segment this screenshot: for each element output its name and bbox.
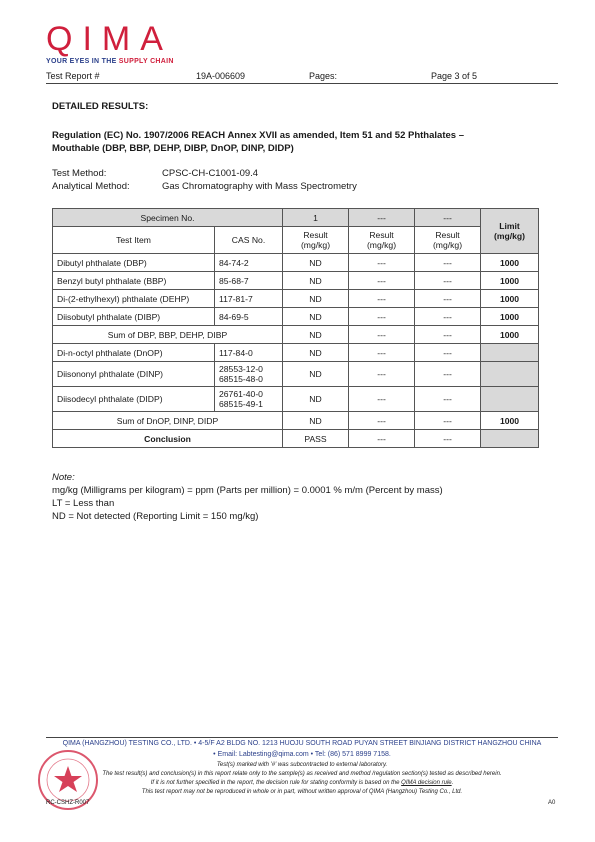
result-1: ND [283, 272, 349, 290]
regulation-line-1: Regulation (EC) No. 1907/2006 REACH Annex XVII as amended, Item 51 and 52 Phthalates – [52, 130, 464, 141]
limit-empty [481, 344, 539, 362]
footer-divider [46, 737, 558, 738]
note-line-3: ND = Not detected (Reporting Limit = 150 mg/kg) [52, 511, 259, 522]
sum-row-2 [53, 412, 539, 430]
analytical-method-label: Analytical Method: [52, 181, 130, 192]
conclusion-label: Conclusion [53, 430, 283, 448]
form-code: RC-CSHZ-R007 [46, 800, 90, 806]
result-label: Result [303, 230, 328, 240]
limit-empty [481, 362, 539, 387]
test-item: Benzyl butyl phthalate (BBP) [53, 272, 215, 290]
table-row [53, 272, 539, 290]
result-2: --- [349, 254, 415, 272]
decision-period: . [451, 780, 454, 786]
footer-reproduction-note: This test report may not be reproduced in whole or in part, without written approval of QIMA (Hangzhou) Testing Co., Ltd. [141, 789, 463, 795]
limit-value: 1000 [481, 326, 539, 344]
limit-value: 1000 [481, 308, 539, 326]
result-2: --- [349, 290, 415, 308]
section-title: DETAILED RESULTS: [52, 101, 149, 112]
cas-number: 117-84-0 [215, 344, 283, 362]
result-3: --- [415, 326, 481, 344]
results-table [52, 208, 539, 448]
specimen-col-2: --- [349, 209, 415, 227]
sum-label: Sum of DBP, BBP, DEHP, DIBP [53, 326, 283, 344]
result-1: ND [283, 362, 349, 387]
result-3: --- [415, 362, 481, 387]
result-2: --- [349, 387, 415, 412]
test-item: Dibutyl phthalate (DBP) [53, 254, 215, 272]
result-label: Result [369, 230, 394, 240]
result-1: ND [283, 308, 349, 326]
page-indicator: Page 3 of 5 [431, 71, 478, 81]
result-2: --- [349, 272, 415, 290]
result-3: --- [415, 272, 481, 290]
result-unit: (mg/kg) [432, 240, 463, 250]
test-item: Diisobutyl phthalate (DIBP) [53, 308, 215, 326]
conclusion-result-2: --- [349, 430, 415, 448]
regulation-line-2: Mouthable (DBP, BBP, DEHP, DIBP, DnOP, DINP, DIDP) [52, 143, 294, 154]
result-3: --- [415, 387, 481, 412]
test-item: Di-n-octyl phthalate (DnOP) [53, 344, 215, 362]
table-row [53, 290, 539, 308]
test-item-header-text: Test Item [116, 235, 151, 245]
result-unit: (mg/kg) [300, 240, 331, 250]
footer-decision-note [36, 779, 568, 787]
conclusion-result-3: --- [415, 430, 481, 448]
decision-rule-link[interactable]: QIMA decision rule [401, 780, 452, 786]
note-line-1: mg/kg (Milligrams per kilogram) = ppm (Parts per million) = 0.0001 % m/m (Percent by mass) [52, 485, 443, 496]
pages-label: Pages: [309, 71, 338, 81]
cas-number: 84-74-2 [215, 254, 283, 272]
column-header-row [53, 227, 539, 254]
cas-header: CAS No. [215, 227, 283, 254]
result-3: --- [415, 308, 481, 326]
result-header-2 [349, 227, 415, 254]
table-row [53, 362, 539, 387]
sum-row-1 [53, 326, 539, 344]
table-row [53, 387, 539, 412]
footer-contact: • Email: Labtesting@qima.com • Tel: (86) 571 8999 7158. [213, 751, 391, 758]
conclusion-result-1: PASS [283, 430, 349, 448]
limit-empty [481, 387, 539, 412]
test-method-value: CPSC-CH-C1001-09.4 [162, 168, 259, 179]
conclusion-row [53, 430, 539, 448]
result-header-3 [415, 227, 481, 254]
cas-number-secondary: 68515-48-0 [219, 374, 263, 384]
logo-tagline: YOUR EYES IN THE SUPPLY CHAIN [46, 58, 174, 65]
analytical-method-value: Gas Chromatography with Mass Spectrometry [162, 181, 357, 192]
cas-number [215, 387, 283, 412]
result-2: --- [349, 362, 415, 387]
result-1: ND [283, 254, 349, 272]
test-item-header [53, 227, 215, 254]
specimen-label: Specimen No. [53, 209, 283, 227]
cas-number-primary: 26761-40-0 [219, 389, 263, 399]
result-2: --- [349, 308, 415, 326]
note-title: Note: [52, 472, 75, 483]
cas-number: 85-68-7 [215, 272, 283, 290]
limit-header-label: Limit [499, 221, 520, 231]
result-2: --- [349, 344, 415, 362]
limit-value: 1000 [481, 254, 539, 272]
specimen-col-3: --- [415, 209, 481, 227]
result-1: ND [283, 290, 349, 308]
table-row [53, 254, 539, 272]
note-line-2: LT = Less than [52, 498, 115, 509]
test-item: Diisononyl phthalate (DINP) [53, 362, 215, 387]
result-3: --- [415, 344, 481, 362]
test-item: Diisodecyl phthalate (DIDP) [53, 387, 215, 412]
footer-company: QIMA (HANGZHOU) TESTING CO., LTD. • 4-5/F A2 BLDG NO. 1213 HUOJU SOUTH ROAD PUYAN STREET BINJIANG DISTRICT HANGZHOU CHINA [62, 740, 542, 747]
cas-number-primary: 28553-12-0 [219, 364, 263, 374]
result-unit: (mg/kg) [366, 240, 397, 250]
logo-text: QIMA [46, 20, 173, 58]
result-1: ND [283, 412, 349, 430]
cas-number: 117-81-7 [215, 290, 283, 308]
limit-value: 1000 [481, 412, 539, 430]
result-3: --- [415, 412, 481, 430]
test-method-label: Test Method: [52, 168, 107, 179]
result-1: ND [283, 387, 349, 412]
limit-value: 1000 [481, 272, 539, 290]
result-3: --- [415, 290, 481, 308]
report-number: 19A-006609 [196, 71, 246, 81]
result-2: --- [349, 326, 415, 344]
result-1: ND [283, 344, 349, 362]
cas-number: 84-69-5 [215, 308, 283, 326]
limit-value: 1000 [481, 290, 539, 308]
footer-subcontract-note: Test(s) marked with '#' was subcontracted to external laboratory. [216, 762, 388, 768]
result-3: --- [415, 254, 481, 272]
specimen-header-row [53, 209, 539, 227]
limit-empty [481, 430, 539, 448]
version-code: A0 [548, 800, 556, 806]
table-row [53, 344, 539, 362]
decision-text: If it is not further specified in the report, the decision rule for stating conformity is based on the [150, 780, 400, 786]
table-row [53, 308, 539, 326]
cas-number [215, 362, 283, 387]
header-divider [46, 83, 558, 84]
qima-logo [46, 22, 173, 56]
result-label: Result [435, 230, 460, 240]
test-item: Di-(2-ethylhexyl) phthalate (DEHP) [53, 290, 215, 308]
cas-number-secondary: 68515-49-1 [219, 399, 263, 409]
footer-scope-note: The test result(s) and conclusion(s) in this report relate only to the sample(s) as received and method /regulation section(s) tested as described herein. [102, 771, 502, 777]
result-2: --- [349, 412, 415, 430]
sum-label: Sum of DnOP, DINP, DIDP [53, 412, 283, 430]
regulation-title [52, 129, 522, 155]
specimen-col-1: 1 [283, 209, 349, 227]
limit-header [481, 209, 539, 254]
report-label: Test Report # [46, 71, 100, 81]
result-1: ND [283, 326, 349, 344]
result-header-1 [283, 227, 349, 254]
limit-header-unit: (mg/kg) [494, 231, 526, 241]
